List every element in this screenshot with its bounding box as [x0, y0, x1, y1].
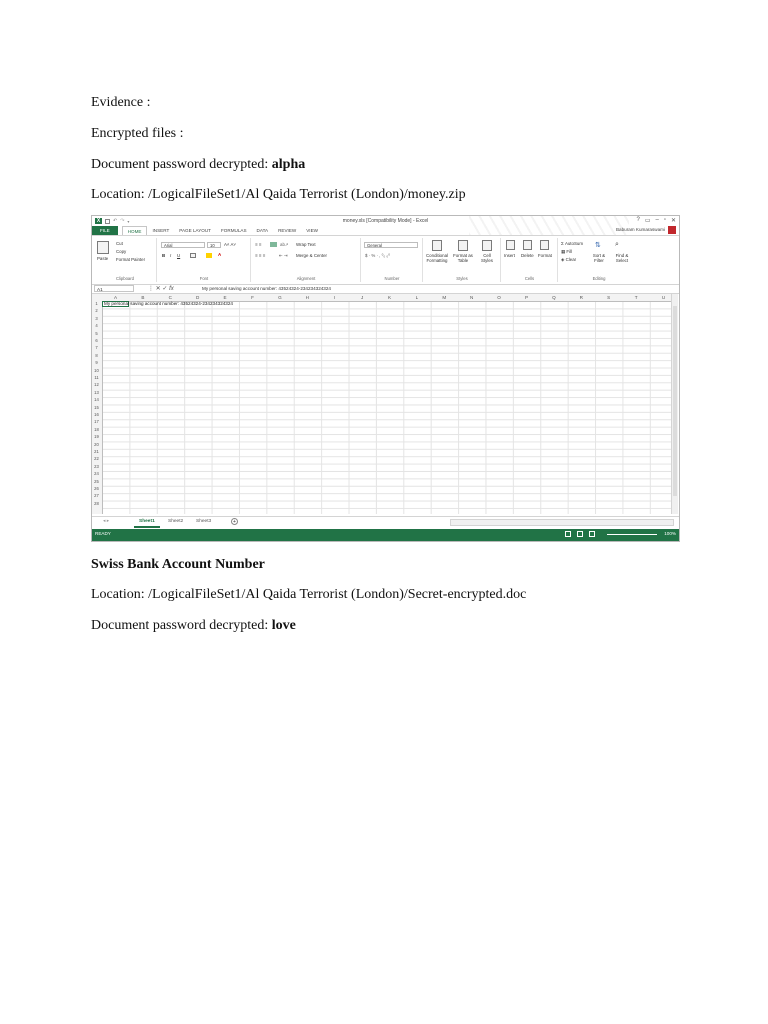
row-header[interactable]: 5	[95, 330, 98, 336]
insert-button[interactable]: Insert	[504, 253, 515, 258]
find-select-icon[interactable]: ⌕	[615, 241, 619, 248]
column-header[interactable]: Q	[552, 295, 556, 300]
row-header[interactable]: 21	[94, 449, 99, 454]
cells-group	[502, 238, 558, 282]
column-header[interactable]: G	[278, 295, 282, 300]
zoom-slider[interactable]	[607, 534, 657, 535]
number-group	[362, 238, 423, 282]
ribbon	[92, 235, 679, 285]
align-bottom-icon[interactable]	[270, 242, 277, 247]
password-line-2	[91, 617, 296, 635]
orientation-icon[interactable]: ab↗	[280, 242, 289, 247]
worksheet-grid[interactable]	[92, 294, 672, 514]
row-header[interactable]: 8	[95, 352, 98, 358]
row-header[interactable]: 6	[95, 338, 98, 343]
wrap-text-button[interactable]: Wrap Text	[296, 242, 316, 247]
find-select-button[interactable]: Find & Select	[615, 253, 629, 263]
excel-title-bar	[92, 216, 679, 226]
excel-logo-icon: X	[96, 218, 101, 224]
row-header[interactable]: 2	[95, 308, 98, 314]
page-layout-view-icon[interactable]	[577, 531, 583, 537]
user-name[interactable]: Baburam Kumaraswami	[615, 227, 665, 232]
bold-icon[interactable]: B	[162, 253, 166, 258]
row-header[interactable]: 12	[94, 382, 99, 388]
minimize-icon[interactable]: –	[655, 217, 659, 223]
indent-icons[interactable]: ⇤ ⇥	[279, 253, 288, 258]
maximize-icon[interactable]: ▫	[663, 217, 666, 223]
clear-label: Clear	[565, 257, 577, 262]
password-value-2: love	[271, 618, 296, 633]
column-header[interactable]: U	[661, 295, 666, 300]
help-icon[interactable]: ?	[636, 217, 640, 223]
status-text: READY	[95, 531, 111, 536]
alignment-group	[252, 238, 361, 282]
insert-cells-icon[interactable]	[506, 240, 515, 250]
column-header[interactable]: B	[141, 295, 145, 300]
column-header[interactable]: T	[634, 295, 638, 300]
vertical-scrollbar[interactable]	[671, 294, 678, 514]
row-header[interactable]: 18	[94, 426, 99, 432]
font-label: Font	[199, 276, 209, 281]
autosum-button[interactable]: Σ AutoSum	[561, 241, 583, 246]
tab-formulas[interactable]: FORMULAS	[221, 228, 247, 233]
underline-icon[interactable]: U	[177, 253, 181, 258]
row-header[interactable]: 14	[94, 397, 99, 403]
page-break-view-icon[interactable]	[589, 531, 595, 537]
font-grow-shrink-icons[interactable]: A˄ A˅	[224, 242, 236, 247]
sort-filter-icon[interactable]: ⇅	[595, 242, 601, 249]
sheet-tabs-bar	[92, 516, 679, 527]
row-header[interactable]: 27	[94, 493, 99, 499]
sheet-tab-1[interactable]: Sheet1	[134, 517, 160, 528]
evidence-heading: Evidence :	[91, 95, 151, 110]
fx-icon[interactable]: ⋮ ✕ ✓ fx	[148, 286, 174, 292]
column-header[interactable]: R	[579, 295, 583, 300]
tab-data[interactable]: DATA	[256, 228, 269, 233]
row-header[interactable]: 4	[95, 323, 98, 329]
styles-group	[424, 238, 501, 282]
encrypted-files-label: Encrypted files :	[91, 126, 184, 141]
row-header[interactable]: 28	[94, 500, 99, 506]
borders-icon[interactable]	[190, 253, 196, 258]
close-icon[interactable]: ✕	[670, 218, 676, 224]
status-bar	[92, 529, 679, 541]
format-painter-button[interactable]: Format Painter	[116, 257, 146, 262]
clear-button[interactable]: ◈ Clear	[561, 257, 577, 262]
editing-label: Editing	[592, 276, 606, 281]
row-header[interactable]: 7	[95, 345, 98, 351]
number-format-select[interactable]: General	[364, 242, 418, 248]
row-header[interactable]: 24	[94, 471, 99, 477]
row-header[interactable]: 1	[95, 301, 98, 306]
column-header[interactable]: N	[470, 295, 474, 300]
row-header[interactable]: 17	[94, 419, 99, 425]
row-header[interactable]: 15	[94, 404, 99, 410]
format-as-table-icon[interactable]	[458, 240, 468, 251]
column-header[interactable]: J	[360, 295, 364, 300]
window-title: money.xls [Compatibility Mode] - Excel	[342, 218, 429, 224]
styles-label: Styles	[456, 276, 468, 281]
delete-button[interactable]: Delete	[521, 253, 534, 258]
tab-file[interactable]: FILE	[92, 226, 118, 235]
excel-screenshot	[91, 215, 680, 542]
row-header[interactable]: 26	[94, 486, 99, 491]
cut-button[interactable]: Cut	[116, 241, 123, 246]
merge-center-button[interactable]: Merge & Center	[296, 253, 327, 258]
location-line-2: Location: /LogicalFileSet1/Al Qaida Terrorist (London)/Secret-encrypted.doc	[91, 587, 527, 602]
number-label: Number	[384, 276, 400, 281]
location-line-1: Location: /LogicalFileSet1/Al Qaida Terrorist (London)/money.zip	[91, 187, 466, 202]
normal-view-icon[interactable]	[565, 531, 571, 537]
tab-home[interactable]: HOME	[122, 226, 148, 236]
ribbon-tabs	[92, 226, 679, 235]
format-as-table-button[interactable]: Format as Table	[453, 253, 473, 263]
clipboard-label: Clipboard	[116, 276, 134, 281]
sheet-tab-2[interactable]: Sheet2	[168, 519, 184, 524]
undo-icon[interactable]: ↶	[113, 218, 118, 224]
column-header[interactable]: H	[305, 295, 309, 300]
row-headers	[92, 301, 103, 514]
row-header[interactable]: 10	[94, 367, 99, 373]
password-line-1	[91, 156, 305, 174]
row-header[interactable]: 25	[94, 478, 99, 484]
cell-a1-value: My personal saving account number: 43524324-234234324324	[104, 301, 233, 306]
font-size-select[interactable]: 10	[207, 242, 221, 248]
clipboard-group	[94, 238, 157, 282]
column-header[interactable]: I	[334, 295, 336, 300]
formula-bar	[92, 284, 679, 294]
copy-button[interactable]: Copy	[116, 249, 127, 254]
editing-group	[559, 238, 639, 282]
autosum-label: AutoSum	[564, 241, 583, 246]
conditional-formatting-button[interactable]: Conditional Formatting	[426, 253, 448, 263]
sort-filter-button[interactable]: Sort & Filter	[592, 253, 606, 263]
horizontal-scrollbar[interactable]	[450, 519, 674, 526]
font-name-select[interactable]: Arial	[161, 242, 205, 248]
column-header[interactable]: S	[607, 295, 611, 300]
customize-qat-icon[interactable]: ▾	[127, 218, 130, 224]
tab-insert[interactable]: INSERT	[152, 228, 170, 233]
font-color-icon[interactable]: A	[218, 252, 222, 257]
row-header[interactable]: 20	[94, 441, 99, 447]
column-header[interactable]: O	[497, 295, 501, 300]
column-header[interactable]: E	[223, 295, 227, 300]
password-label-2: Document password decrypted:	[91, 618, 272, 633]
password-value: alpha	[271, 157, 306, 172]
vertical-scroll-thumb[interactable]	[673, 306, 677, 496]
row-header[interactable]: 9	[95, 360, 98, 366]
format-cells-icon[interactable]	[540, 240, 549, 250]
row-header[interactable]: 13	[94, 389, 99, 395]
sheet-nav-arrows[interactable]: ◂ ▸	[103, 519, 110, 524]
format-button[interactable]: Format	[538, 253, 552, 258]
conditional-formatting-icon[interactable]	[432, 240, 442, 251]
column-header[interactable]: F	[251, 295, 254, 300]
row-header[interactable]: 19	[94, 434, 99, 440]
avatar[interactable]	[668, 226, 676, 234]
row-header[interactable]: 23	[94, 463, 99, 469]
sheet-tab-3[interactable]: Sheet3	[196, 519, 212, 524]
password-label: Document password decrypted:	[91, 157, 272, 172]
tab-review[interactable]: REVIEW	[278, 228, 297, 233]
column-header[interactable]: P	[524, 295, 529, 300]
zoom-level[interactable]: 100%	[664, 531, 676, 536]
cell-styles-icon[interactable]	[482, 240, 492, 251]
paste-icon[interactable]	[97, 241, 109, 254]
row-header[interactable]: 3	[95, 315, 98, 321]
align-top-icons[interactable]: ≡ ≡	[255, 242, 262, 247]
tab-page-layout[interactable]: PAGE LAYOUT	[179, 228, 211, 233]
column-header[interactable]: D	[196, 295, 200, 300]
column-header[interactable]: M	[442, 295, 447, 300]
delete-cells-icon[interactable]	[523, 240, 532, 250]
column-header[interactable]: C	[168, 295, 172, 300]
column-header[interactable]: A	[113, 295, 118, 300]
formula-input[interactable]: My personal saving account number: 43524324-234234324324	[202, 286, 331, 291]
swiss-bank-heading: Swiss Bank Account Number	[91, 557, 265, 572]
ribbon-display-icon[interactable]: ▭	[644, 218, 651, 224]
redo-icon[interactable]: ↷	[120, 218, 125, 224]
row-header[interactable]: 16	[94, 412, 99, 417]
cell-styles-button[interactable]: Cell Styles	[481, 253, 493, 263]
fill-color-icon[interactable]	[206, 253, 212, 258]
add-sheet-icon[interactable]: +	[231, 518, 238, 525]
cells-label: Cells	[524, 276, 535, 281]
align-left-center-right-icons[interactable]: ≡ ≡ ≡	[255, 253, 266, 258]
column-header[interactable]: K	[387, 295, 392, 300]
fill-label: Fill	[566, 249, 572, 254]
column-header[interactable]: L	[415, 295, 419, 300]
font-group	[158, 238, 251, 282]
name-box[interactable]: A1	[94, 285, 134, 292]
fill-button[interactable]: ▦ Fill	[561, 249, 572, 254]
italic-icon[interactable]: I	[170, 253, 172, 258]
paste-button[interactable]: Paste	[97, 256, 109, 261]
window-controls	[636, 217, 676, 224]
number-format-icons[interactable]: $ · % · , ⁰₀ ₀⁰	[365, 253, 390, 258]
row-header[interactable]: 22	[94, 456, 99, 462]
row-header[interactable]: 11	[94, 375, 99, 380]
tab-view[interactable]: VIEW	[306, 228, 318, 233]
alignment-label: Alignment	[296, 276, 316, 281]
